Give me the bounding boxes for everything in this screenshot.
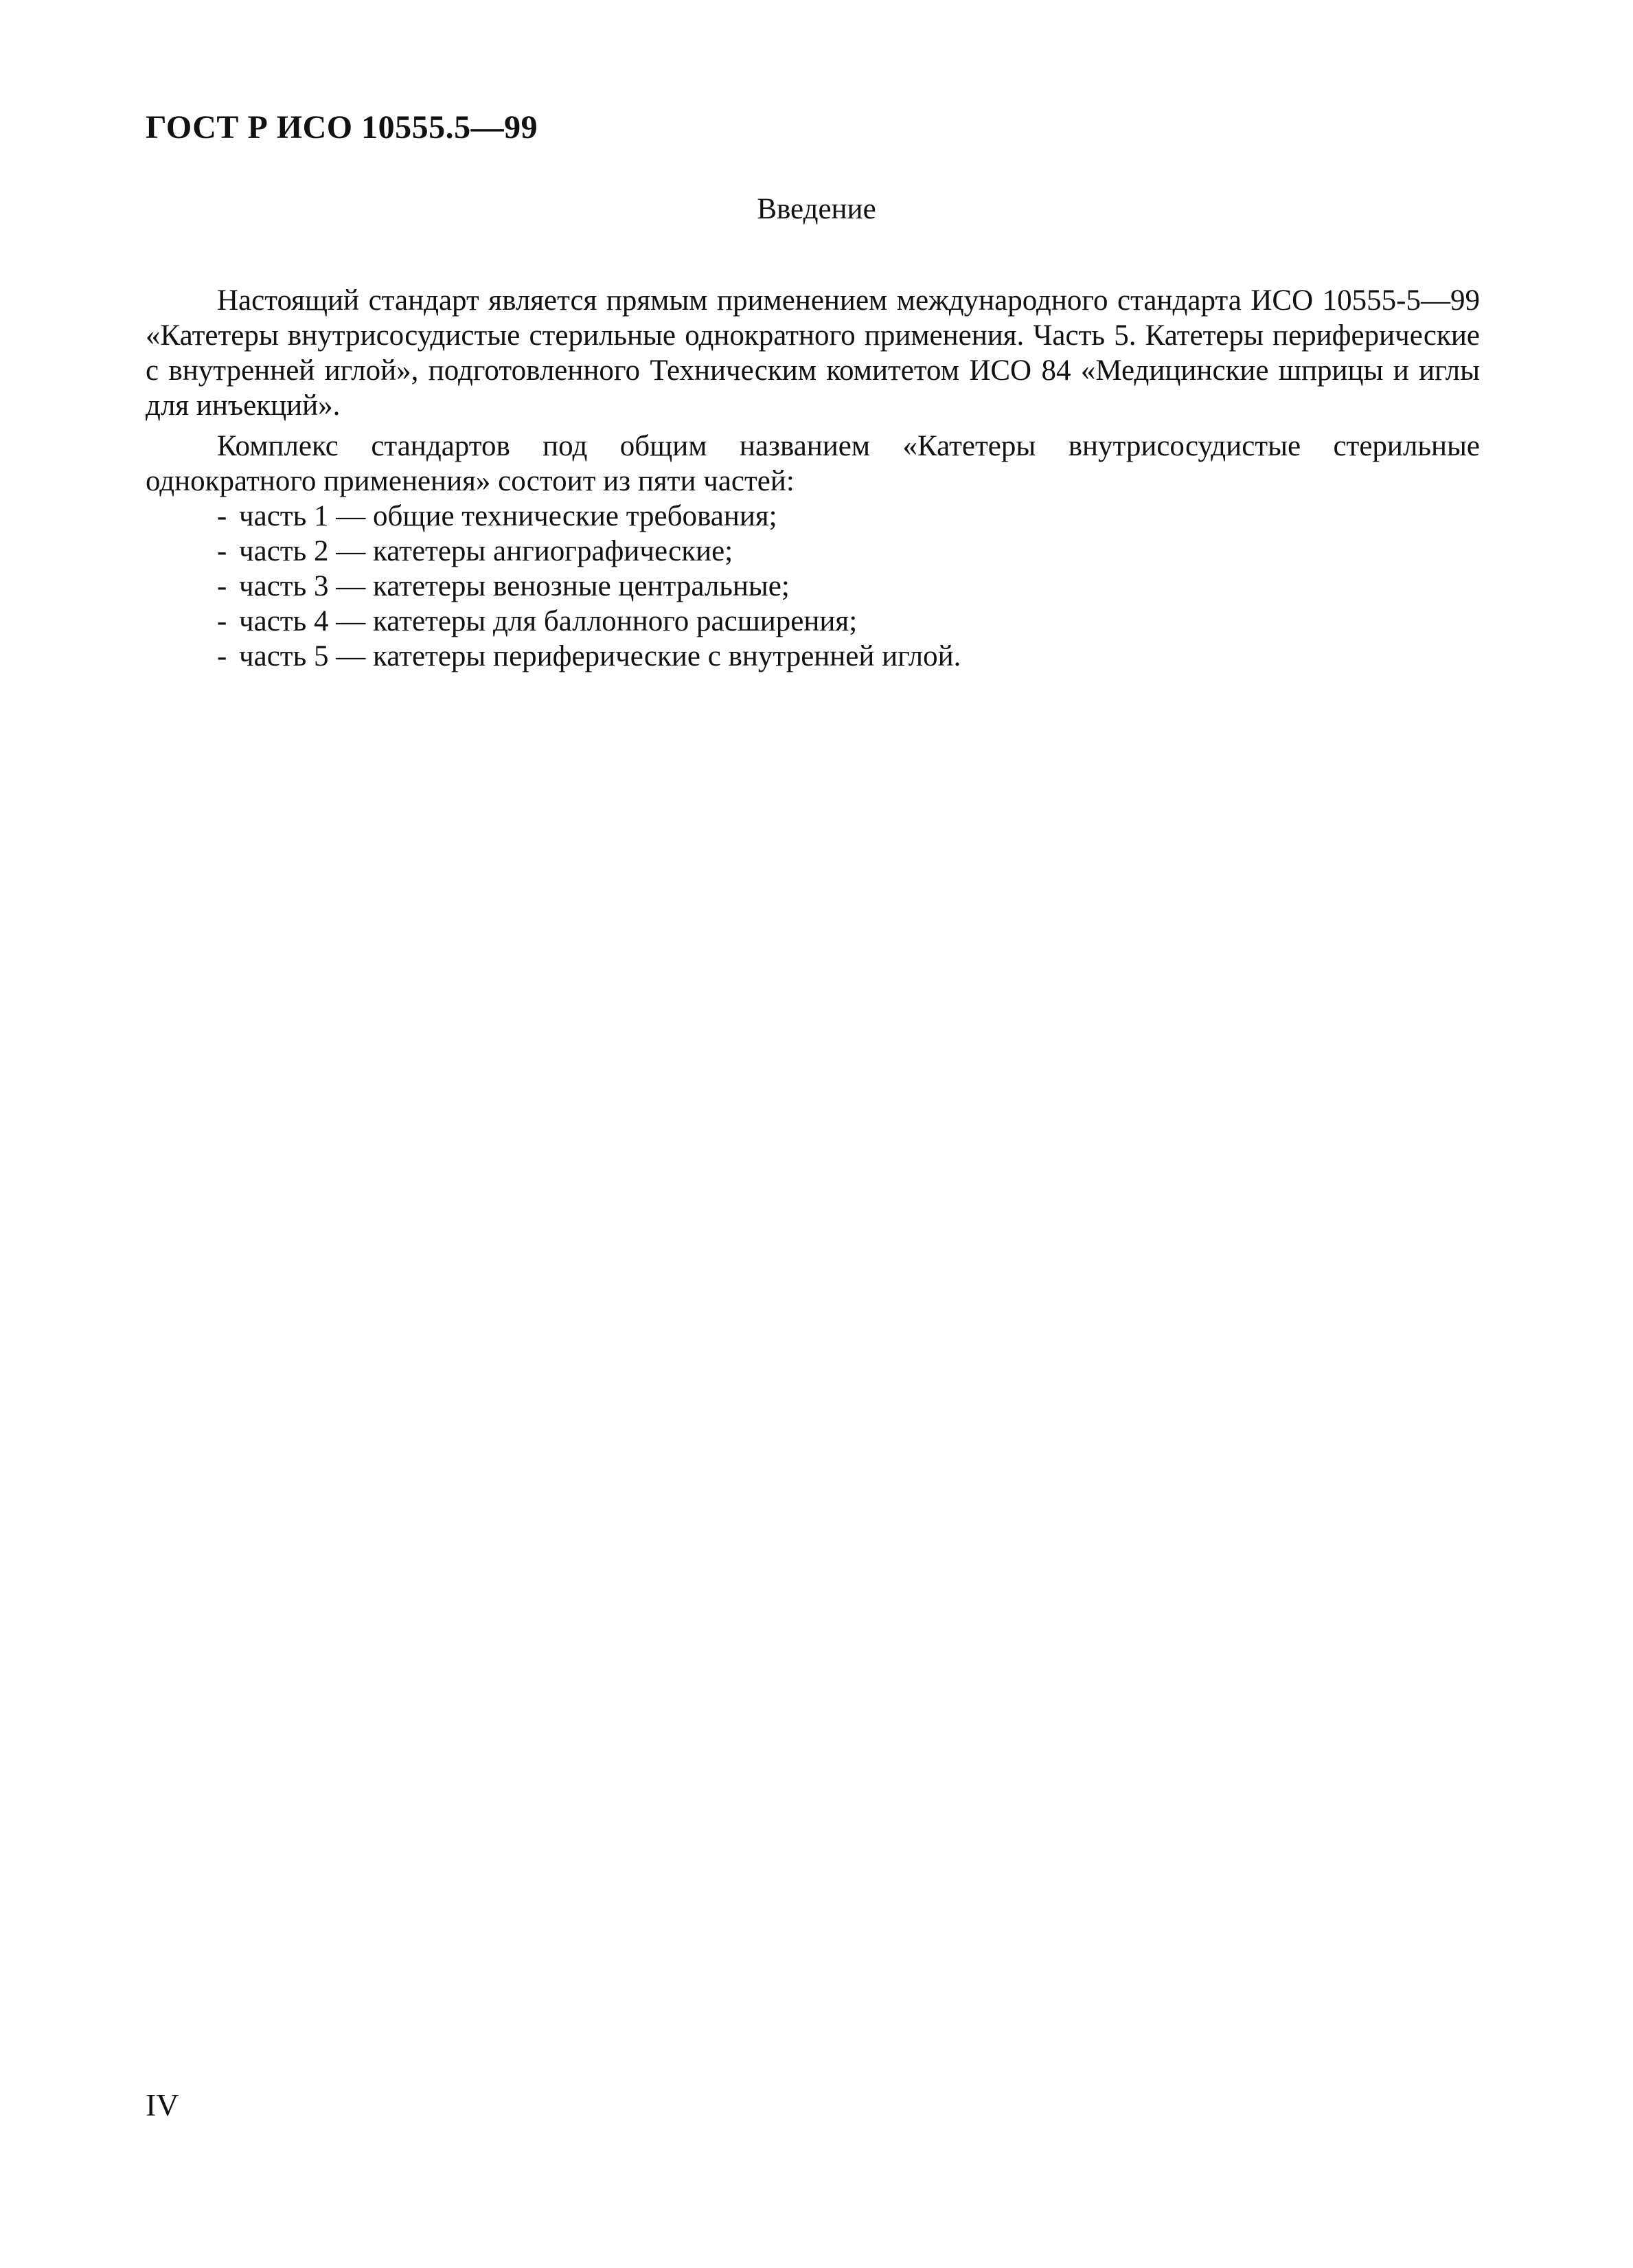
list-item (146, 604, 1480, 639)
paragraph-intro: Настоящий стандарт является прямым применением международного стандарта ИСО 10555-5—99 «Катетеры внутрисосудистые стерильные однократного применения. Часть 5. Катетеры периферические с внутренней иглой», подготовленного Техническим комитетом ИСО 84 «Медицинские шприцы и иглы для инъекций». (146, 284, 1480, 422)
list-item (146, 639, 1480, 674)
list-item (146, 534, 1480, 569)
list-bullet: - (217, 640, 227, 672)
list-item-text: часть 3 — катетеры венозные центральные; (239, 570, 790, 602)
list-item-text: часть 1 — общие технические требования; (239, 500, 777, 532)
list-bullet: - (217, 500, 227, 532)
list-item-text: часть 2 — катетеры ангиографические; (239, 535, 733, 567)
list-bullet: - (217, 535, 227, 567)
page-number: IV (146, 2087, 179, 2122)
list-item (146, 499, 1480, 534)
list-item-text: часть 4 — катетеры для баллонного расширения; (239, 605, 858, 637)
list-item-text: часть 5 — катетеры периферические с внутренней иглой. (239, 640, 961, 672)
list-item (146, 569, 1480, 604)
list-bullet: - (217, 605, 227, 637)
document-body (146, 283, 1480, 674)
parts-list (146, 499, 1480, 674)
paragraph-complex: Комплекс стандартов под общим названием «Катетеры внутрисосудистые стерильные однократного применения» состоит из пяти частей: (146, 430, 1480, 497)
document-code-header: ГОСТ Р ИСО 10555.5—99 (146, 109, 538, 146)
section-title: Введение (757, 193, 876, 225)
list-bullet: - (217, 570, 227, 602)
